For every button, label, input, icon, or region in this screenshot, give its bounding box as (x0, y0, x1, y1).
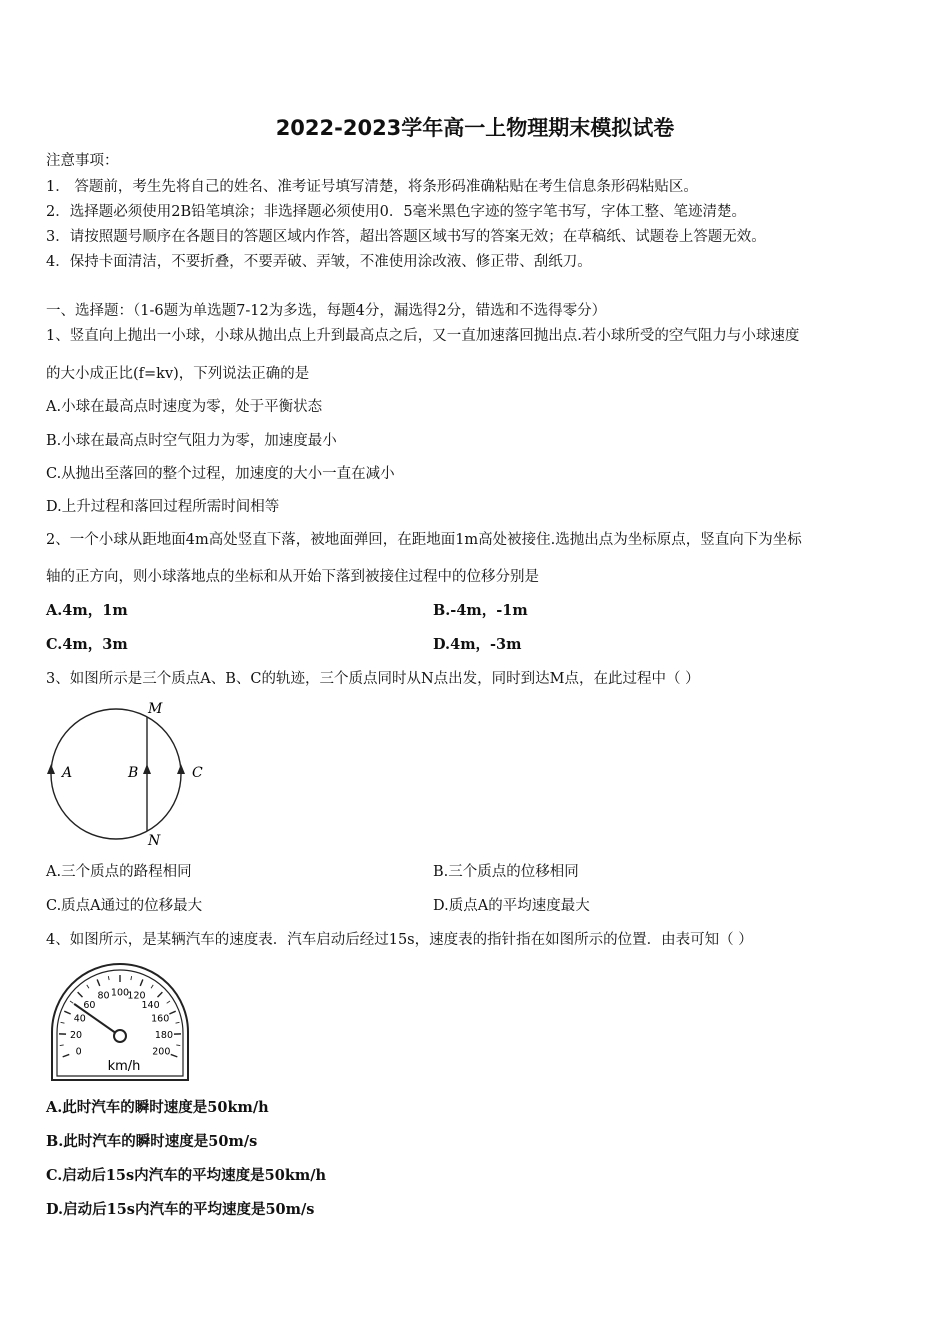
q3-option-b: B.三个质点的位移相同 (433, 864, 579, 880)
label-m: M (148, 701, 163, 717)
gauge-tick (78, 992, 83, 997)
arrow-c-icon (177, 764, 185, 774)
q3-option-a: A.三个质点的路程相同 (46, 864, 192, 880)
notice-item: 4．保持卡面清洁，不要折叠，不要弄破、弄皱，不准使用涂改液、修正带、刮纸刀。 (46, 254, 592, 270)
gauge-tick-label: 160 (151, 1013, 170, 1025)
gauge-hub (114, 1030, 126, 1042)
gauge-tick-label: 120 (127, 990, 146, 1002)
notice-item: 3．请按照题号顺序在各题目的答题区域内作答，超出答题区域书写的答案无效；在草稿纸、试题卷上答题无效。 (46, 229, 766, 245)
q2-option-b: B.-4m，-1m (433, 602, 528, 619)
arrow-b-icon (143, 764, 151, 774)
gauge-tick (70, 1001, 73, 1003)
q4-option-d: D.启动后15s内汽车的平均速度是50m/s (46, 1201, 315, 1218)
q4-stem: 4、如图所示，是某辆汽车的速度表．汽车启动后经过15s，速度表的指针指在如图所示的位置．由表可知（ ） (46, 932, 753, 948)
label-b: B (128, 765, 139, 781)
gauge-tick-label: 200 (152, 1046, 171, 1058)
q2-option-a: A.4m，1m (46, 602, 128, 619)
q1-option-b: B.小球在最高点时空气阻力为零，加速度最小 (46, 433, 337, 449)
gauge-tick (176, 1022, 180, 1023)
gauge-tick (131, 976, 132, 980)
gauge-tick-label: 40 (73, 1013, 86, 1025)
q4-speedometer-figure (44, 960, 196, 1086)
notice-item: 1． 答题前，考生先将自己的姓名、准考证号填写清楚，将条形码准确粘贴在考生信息条形码粘贴区。 (46, 179, 698, 195)
gauge-tick (140, 979, 143, 985)
q4-option-c: C.启动后15s内汽车的平均速度是50km/h (46, 1167, 327, 1184)
notice-heading: 注意事项： (46, 153, 119, 169)
gauge-tick (63, 1054, 70, 1056)
gauge-tick (167, 1001, 170, 1003)
gauge-tick (171, 1054, 178, 1056)
label-a: A (62, 765, 73, 781)
gauge-tick (61, 1022, 65, 1023)
gauge-tick-label: 80 (97, 990, 110, 1002)
q2-option-c: C.4m，3m (46, 636, 128, 653)
q1-stem-line1: 1、竖直向上抛出一小球，小球从抛出点上升到最高点之后，又一直加速落回抛出点.若小球所受的空气阻力与小球速度 (46, 328, 800, 344)
q1-option-a: A.小球在最高点时速度为零，处于平衡状态 (46, 399, 323, 415)
gauge-tick-label: 20 (69, 1029, 83, 1041)
gauge-tick (87, 985, 89, 988)
section-heading: 一、选择题：（1-6题为单选题7-12为多选，每题4分，漏选得2分，错选和不选得零分） (46, 303, 607, 319)
q4-option-a: A.此时汽车的瞬时速度是50km/h (46, 1099, 269, 1116)
gauge-tick-label: 180 (154, 1029, 174, 1041)
q1-option-c: C.从抛出至落回的整个过程，加速度的大小一直在减小 (46, 466, 395, 482)
q3-trajectory-figure (40, 698, 220, 850)
gauge-tick-label: 0 (75, 1046, 82, 1058)
gauge-tick (151, 985, 153, 988)
page-title: 2022-2023学年高一上物理期末模拟试卷 (275, 116, 675, 140)
gauge-tick (158, 992, 163, 997)
q3-stem: 3、如图所示是三个质点A、B、C的轨迹，三个质点同时从N点出发，同时到达M点，在此过程中（ ） (46, 671, 700, 687)
gauge-tick (60, 1045, 64, 1046)
q4-option-b: B.此时汽车的瞬时速度是50m/s (46, 1133, 258, 1150)
gauge-tick (169, 1011, 175, 1014)
notice-item: 2．选择题必须使用2B铅笔填涂；非选择题必须使用0．5毫米黑色字迹的签字笔书写，字体工整、笔迹清楚。 (46, 204, 747, 220)
gauge-tick (176, 1045, 180, 1046)
q1-stem-line2: 的大小成正比(f=kv)，下列说法正确的是 (46, 366, 310, 382)
arrow-a-icon (47, 764, 55, 774)
gauge-tick-label: 60 (83, 999, 96, 1011)
label-n: N (148, 833, 161, 849)
q2-option-d: D.4m，-3m (433, 636, 522, 653)
label-c: C (192, 765, 203, 781)
gauge-tick (108, 976, 109, 980)
gauge-tick (97, 979, 100, 985)
q2-stem-line1: 2、一个小球从距地面4m高处竖直下落，被地面弹回，在距地面1m高处被接住.选抛出点为坐标原点，竖直向下为坐标 (46, 532, 802, 548)
q3-option-d: D.质点A的平均速度最大 (433, 898, 590, 914)
q3-option-c: C.质点A通过的位移最大 (46, 898, 203, 914)
gauge-tick-label: 100 (110, 987, 130, 999)
q2-stem-line2: 轴的正方向，则小球落地点的坐标和从开始下落到被接住过程中的位移分别是 (46, 569, 539, 585)
gauge-unit: km/h (107, 1059, 141, 1074)
gauge-tick-label: 140 (141, 999, 160, 1011)
gauge-tick (64, 1011, 70, 1014)
q1-option-d: D.上升过程和落回过程所需时间相等 (46, 499, 280, 515)
